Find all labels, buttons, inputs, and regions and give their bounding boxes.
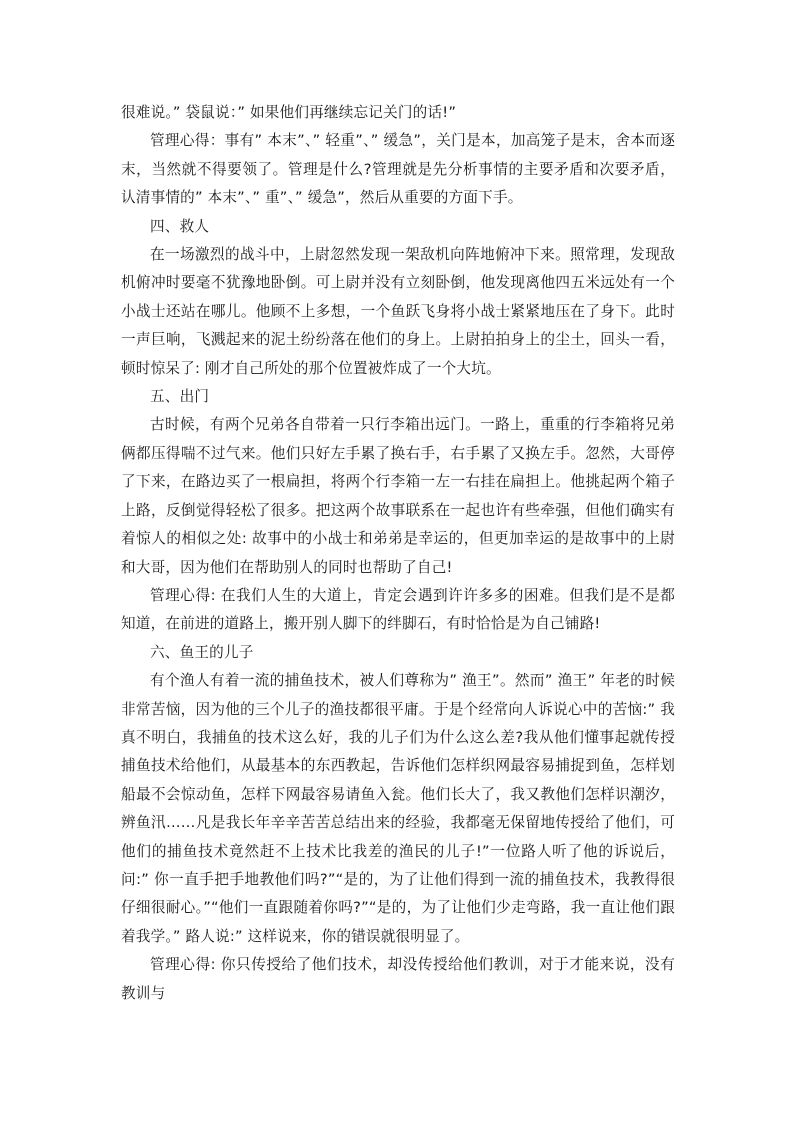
section-heading-fish-king-sons: 六、鱼王的儿子 xyxy=(150,643,254,661)
section-heading-going-out: 五、出门 xyxy=(150,388,210,406)
paragraph-brothers-story: 古时候，有两个兄弟各自带着一只行李箱出远门。一路上，重重的行李箱将兄弟俩都压得喘不过气来。他们只好左手累了换右手，右手累了又换左手。忽然，大哥停了下来，在路边买了一根扁担，将两个行李箱一左一右挂在扁担上。他挑起两个箱子上路，反倒觉得轻松了很多。把这两个故事联系在一起也许有些牵强，但他们确实有着惊人的相似之处: 故事中的小战士和弟弟是幸运的，但更加幸运的是故事中的上尉和大哥，因为他们在帮助别人的同时也帮助了自己! xyxy=(121,416,675,576)
paragraph-kangaroo-reply: 很难说。” 袋鼠说：” 如果他们再继续忘记关门的话!” xyxy=(121,104,457,121)
paragraph-management-insight-lessons: 管理心得: 你只传授给了他们技术，却没传授给他们教训，对于才能来说，没有教训与 xyxy=(121,956,675,1002)
paragraph-rescue-story: 在一场激烈的战斗中，上尉忽然发现一架敌机向阵地俯冲下来。照常理，发现敌机俯冲时要毫不犹豫地卧倒。可上尉并没有立刻卧倒，他发现离他四五米远处有一个小战士还站在哪儿。他顾不上多想，一个鱼跃飞身将小战士紧紧地压在了身下。此时一声巨响，飞溅起来的泥土纷纷落在他们的身上。上尉拍拍身上的尘土，回头一看，顿时惊呆了: 刚才自己所处的那个位置被炸成了一个大坑。 xyxy=(121,246,675,377)
paragraph-management-insight-helping: 管理心得: 在我们人生的大道上，肯定会遇到许许多多的困难。但我们是不是都知道，在前进的道路上，搬开别人脚下的绊脚石，有时恰恰是为自己铺路! xyxy=(121,586,675,633)
paragraph-fish-king-story: 有个渔人有着一流的捕鱼技术，被人们尊称为” 渔王”。然而” 渔王” 年老的时候非常苦恼，因为他的三个儿子的渔技都很平庸。于是个经常向人诉说心中的苦恼:” 我真不明白，我捕鱼的技术这么好，我的儿子们为什么这么差?我从他们懂事起就传授捕鱼技术给他们，从最基本的东西教起，告诉他们怎样织网最容易捕捉到鱼，怎样划船最不会惊动鱼，怎样下网最容易请鱼入瓮。他们长大了，我又教他们怎样识潮汐，辨鱼汛……凡是我长年辛辛苦苦总结出来的经验，我都毫无保留地传授给了他们，可他们的捕鱼技术竟然赶不上技术比我差的渔民的儿子!”一位路人听了他的诉说后，问:” 你一直手把手地教他们吗?”“是的，为了让他们得到一流的捕鱼技术，我教得很仔细很耐心。”“他们一直跟随着你吗?”“是的，为了让他们少走弯路，我一直让他们跟着我学。” 路人说:” 这样说来，你的错误就很明显了。 xyxy=(121,672,675,945)
section-heading-rescue: 四、救人 xyxy=(150,217,210,235)
document-page xyxy=(121,99,675,1008)
paragraph-management-insight-priorities: 管理心得：事有” 本末”、” 轻重”、” 缓急”，关门是本，加高笼子是末，舍本而逐末，当然就不得要领了。管理是什么?管理就是先分析事情的主要矛盾和次要矛盾，认清事情的” 本末”、” 重”、” 缓急”，然后从重要的方面下手。 xyxy=(121,132,675,207)
